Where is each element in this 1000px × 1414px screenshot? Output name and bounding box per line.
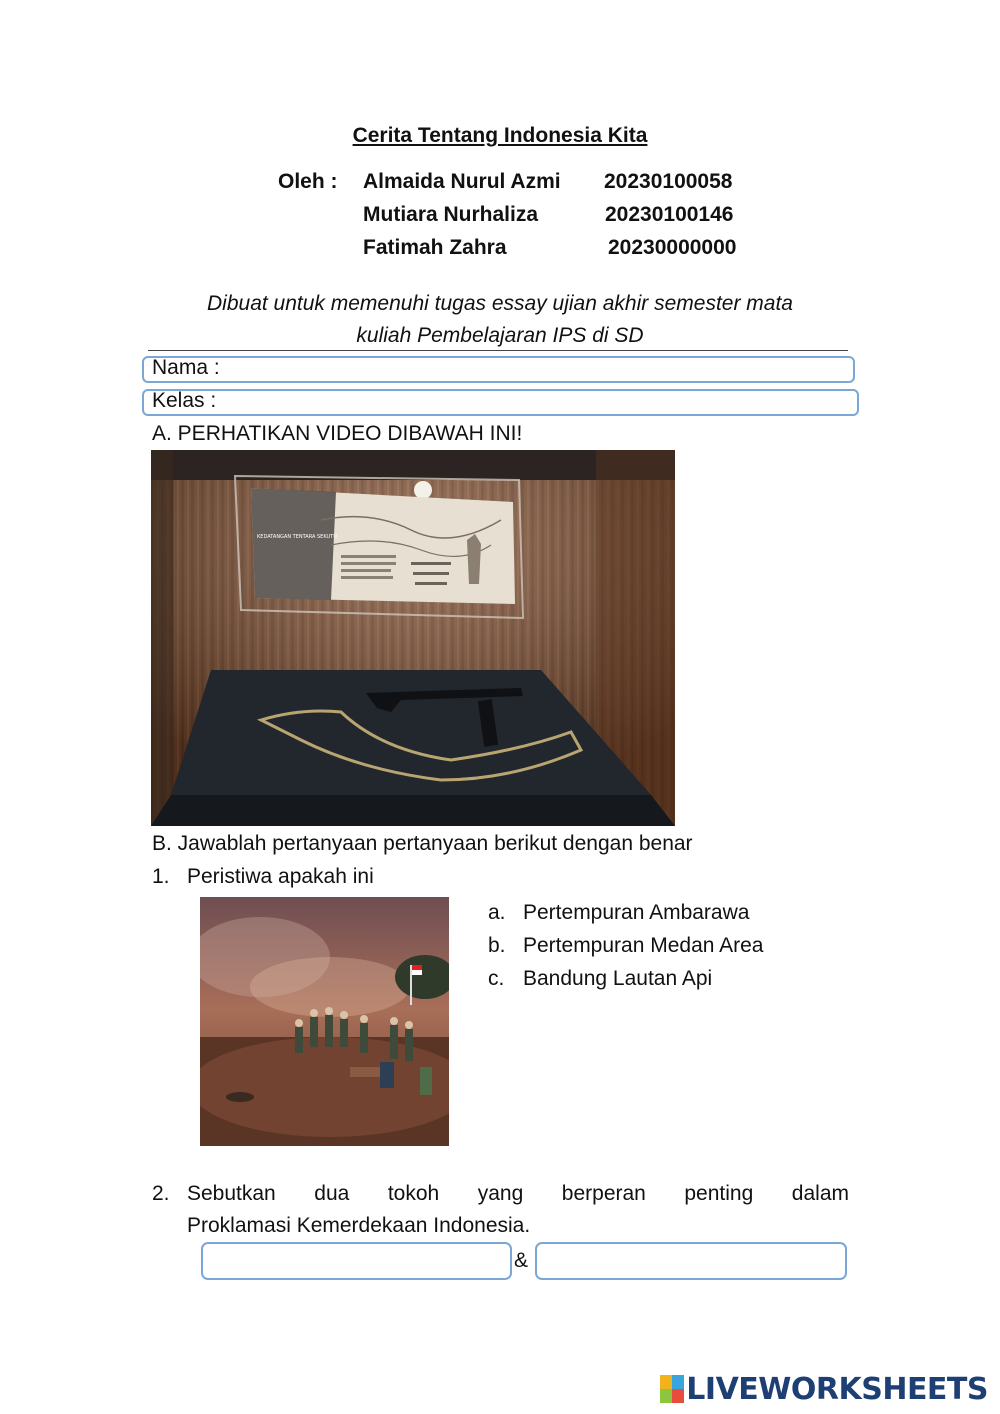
museum-display-photo bbox=[151, 450, 675, 826]
subtitle-line-1: Dibuat untuk memenuhi tugas essay ujian akhir semester mata bbox=[207, 292, 793, 315]
option-b[interactable]: Pertempuran Medan Area bbox=[523, 934, 764, 957]
document-title: Cerita Tentang Indonesia Kita bbox=[352, 124, 648, 147]
question-1-image bbox=[200, 897, 449, 1146]
header-divider bbox=[148, 350, 848, 351]
section-a-heading: A. PERHATIKAN VIDEO DIBAWAH INI! bbox=[152, 422, 523, 445]
question-2-text-line-2: Proklamasi Kemerdekaan Indonesia. bbox=[187, 1214, 531, 1237]
question-2-text-line-1: Sebutkan dua tokoh yang berperan penting dalam bbox=[187, 1182, 849, 1205]
option-c-letter: c. bbox=[488, 967, 505, 990]
question-1-text: Peristiwa apakah ini bbox=[187, 865, 374, 888]
option-b-letter: b. bbox=[488, 934, 506, 957]
option-a[interactable]: Pertempuran Ambarawa bbox=[523, 901, 750, 924]
author-nim-3: 20230000000 bbox=[608, 236, 737, 259]
answer-input-1[interactable] bbox=[201, 1242, 512, 1280]
liveworksheets-logo bbox=[660, 1371, 988, 1407]
name-label: Nama : bbox=[152, 356, 220, 379]
video-player[interactable] bbox=[151, 450, 675, 826]
poster-caption: KEDATANGAN TENTARA SEKUTU bbox=[257, 534, 337, 540]
option-c[interactable]: Bandung Lautan Api bbox=[523, 967, 713, 990]
battle-diorama-photo bbox=[200, 897, 449, 1146]
option-a-letter: a. bbox=[488, 901, 506, 924]
liveworksheets-logo-icon bbox=[660, 1375, 684, 1403]
author-nim-1: 20230100058 bbox=[604, 170, 733, 193]
class-label: Kelas : bbox=[152, 389, 217, 412]
author-nim-2: 20230100146 bbox=[605, 203, 734, 226]
author-label: Oleh : bbox=[278, 170, 338, 193]
answer-input-2[interactable] bbox=[535, 1242, 847, 1280]
name-input[interactable] bbox=[142, 356, 855, 383]
question-1-number: 1. bbox=[152, 865, 170, 888]
question-2-number: 2. bbox=[152, 1182, 170, 1205]
class-input[interactable] bbox=[142, 389, 859, 416]
author-name-2: Mutiara Nurhaliza bbox=[363, 203, 539, 226]
author-name-3: Fatimah Zahra bbox=[363, 236, 507, 259]
section-b-heading: B. Jawablah pertanyaan pertanyaan berikut dengan benar bbox=[152, 832, 693, 855]
subtitle-line-2: kuliah Pembelajaran IPS di SD bbox=[356, 324, 644, 347]
document-subtitle bbox=[130, 288, 870, 352]
answer-separator: & bbox=[514, 1249, 529, 1272]
author-name-1: Almaida Nurul Azmi bbox=[363, 170, 561, 193]
brand-name: LIVEWORKSHEETS bbox=[686, 1371, 988, 1407]
